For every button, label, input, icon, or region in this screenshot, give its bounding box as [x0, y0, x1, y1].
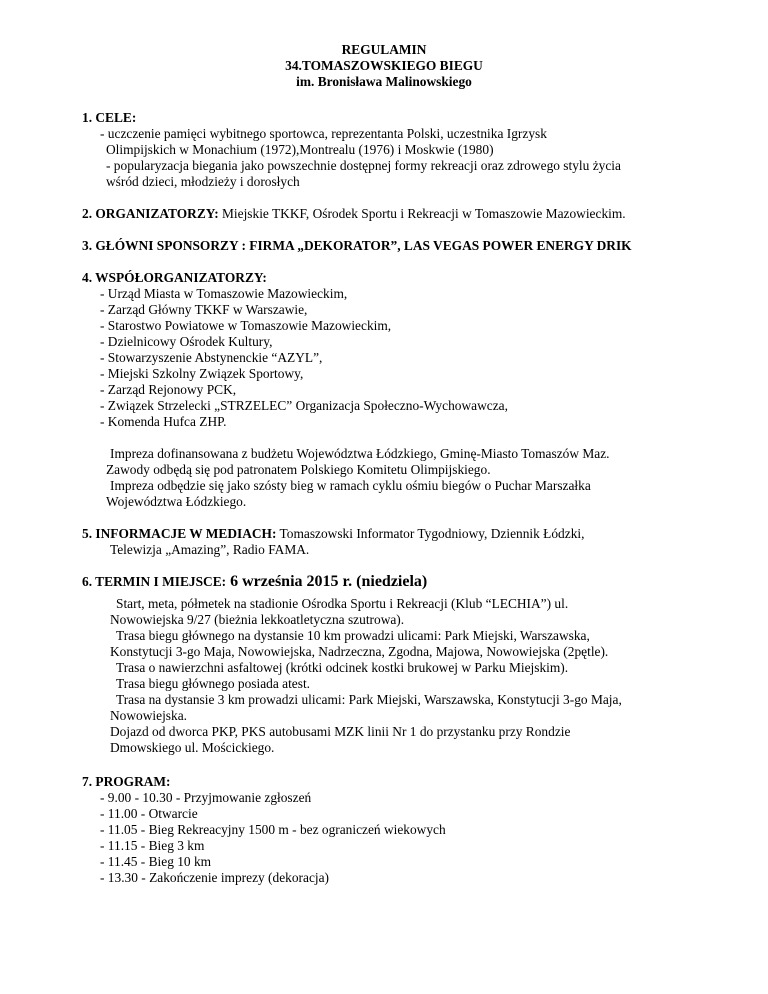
section6-line: Trasa na dystansie 3 km prowadzi ulicami: Park Miejski, Warszawska, Konstytucji 3-go Maja, — [116, 692, 622, 707]
program-item: - 11.45 - Bieg 10 km — [100, 854, 212, 869]
section4-heading: 4. WSPÓŁORGANIZATORZY: — [82, 270, 267, 285]
section1-heading: 1. CELE: — [82, 110, 137, 125]
section1-line: - popularyzacja biegania jako powszechnie dostępnej formy rekreacji oraz zdrowego stylu życia — [106, 158, 621, 173]
section2-line — [82, 206, 626, 222]
section5-heading: 5. INFORMACJE W MEDIACH: — [82, 526, 277, 541]
list-item: - Komenda Hufca ZHP. — [100, 414, 227, 429]
program-item: - 11.05 - Bieg Rekreacyjny 1500 m - bez ograniczeń wiekowych — [100, 822, 446, 837]
section6-heading: 6. TERMIN I MIEJSCE: — [82, 574, 227, 589]
doc-title-line3: im. Bronisława Malinowskiego — [296, 74, 472, 89]
section5-text: Tomaszowski Informator Tygodniowy, Dziennik Łódzki, — [276, 526, 585, 541]
section1-line: - uczczenie pamięci wybitnego sportowca, reprezentanta Polski, uczestnika Igrzysk — [100, 126, 547, 141]
doc-title-line2: 34.TOMASZOWSKIEGO BIEGU — [285, 58, 483, 73]
section6-line: Konstytucji 3-go Maja, Nowowiejska, Nadrzeczna, Zgodna, Majowa, Nowowiejska (2pętle). — [110, 644, 609, 659]
section2-text: Miejskie TKKF, Ośrodek Sportu i Rekreacji w Tomaszowie Mazowieckim. — [218, 206, 626, 221]
section3-heading: 3. GŁÓWNI SPONSORZY : FIRMA „DEKORATOR”, LAS VEGAS POWER ENERGY DRIK — [82, 238, 632, 253]
event-date: 6 września 2015 r. (niedziela) — [226, 573, 428, 590]
program-item: - 9.00 - 10.30 - Przyjmowanie zgłoszeń — [100, 790, 312, 805]
doc-title-line1: REGULAMIN — [341, 42, 427, 57]
section2-heading: 2. ORGANIZATORZY: — [82, 206, 219, 221]
list-item: - Związek Strzelecki „STRZELEC” Organizacja Społeczno-Wychowawcza, — [100, 398, 508, 413]
section5-line: Telewizja „Amazing”, Radio FAMA. — [110, 542, 310, 557]
section6-line — [82, 574, 427, 590]
section6-line: Dmowskiego ul. Mościckiego. — [110, 740, 275, 755]
section7-heading: 7. PROGRAM: — [82, 774, 171, 789]
funding-line: Impreza dofinansowana z budżetu Województwa Łódzkiego, Gminę-Miasto Tomaszów Maz. — [110, 446, 610, 461]
list-item: - Stowarzyszenie Abstynenckie “AZYL”, — [100, 350, 323, 365]
list-item: - Zarząd Główny TKKF w Warszawie, — [100, 302, 308, 317]
section5-line — [82, 526, 584, 542]
list-item: - Starostwo Powiatowe w Tomaszowie Mazowieckim, — [100, 318, 392, 333]
section6-line: Start, meta, półmetek na stadionie Ośrodka Sportu i Rekreacji (Klub “LECHIA”) ul. — [116, 596, 569, 611]
section6-line: Trasa o nawierzchni asfaltowej (krótki odcinek kostki brukowej w Parku Miejskim). — [116, 660, 569, 675]
list-item: - Urząd Miasta w Tomaszowie Mazowieckim, — [100, 286, 348, 301]
section6-line: Dojazd od dworca PKP, PKS autobusami MZK linii Nr 1 do przystanku przy Rondzie — [110, 724, 571, 739]
section6-line: Nowowiejska 9/27 (bieżnia lekkoatletyczna szutrowa). — [110, 612, 405, 627]
list-item: - Dzielnicowy Ośrodek Kultury, — [100, 334, 273, 349]
section1-line: wśród dzieci, młodzieży i dorosłych — [106, 174, 300, 189]
section1-line: Olimpijskich w Monachium (1972),Montrealu (1976) i Moskwie (1980) — [106, 142, 494, 157]
program-item: - 13.30 - Zakończenie imprezy (dekoracja) — [100, 870, 330, 885]
list-item: - Miejski Szkolny Związek Sportowy, — [100, 366, 304, 381]
section6-line: Trasa biegu głównego na dystansie 10 km prowadzi ulicami: Park Miejski, Warszawska, — [116, 628, 590, 643]
cycle-line: Impreza odbędzie się jako szósty bieg w ramach cyklu ośmiu biegów o Puchar Marszałka — [110, 478, 591, 493]
section6-line: Nowowiejska. — [110, 708, 187, 723]
patronage-line: Zawody odbędą się pod patronatem Polskiego Komitetu Olimpijskiego. — [106, 462, 491, 477]
program-item: - 11.15 - Bieg 3 km — [100, 838, 205, 853]
cycle-line: Województwa Łódzkiego. — [106, 494, 247, 509]
section6-line: Trasa biegu głównego posiada atest. — [116, 676, 311, 691]
list-item: - Zarząd Rejonowy PCK, — [100, 382, 237, 397]
program-item: - 11.00 - Otwarcie — [100, 806, 198, 821]
